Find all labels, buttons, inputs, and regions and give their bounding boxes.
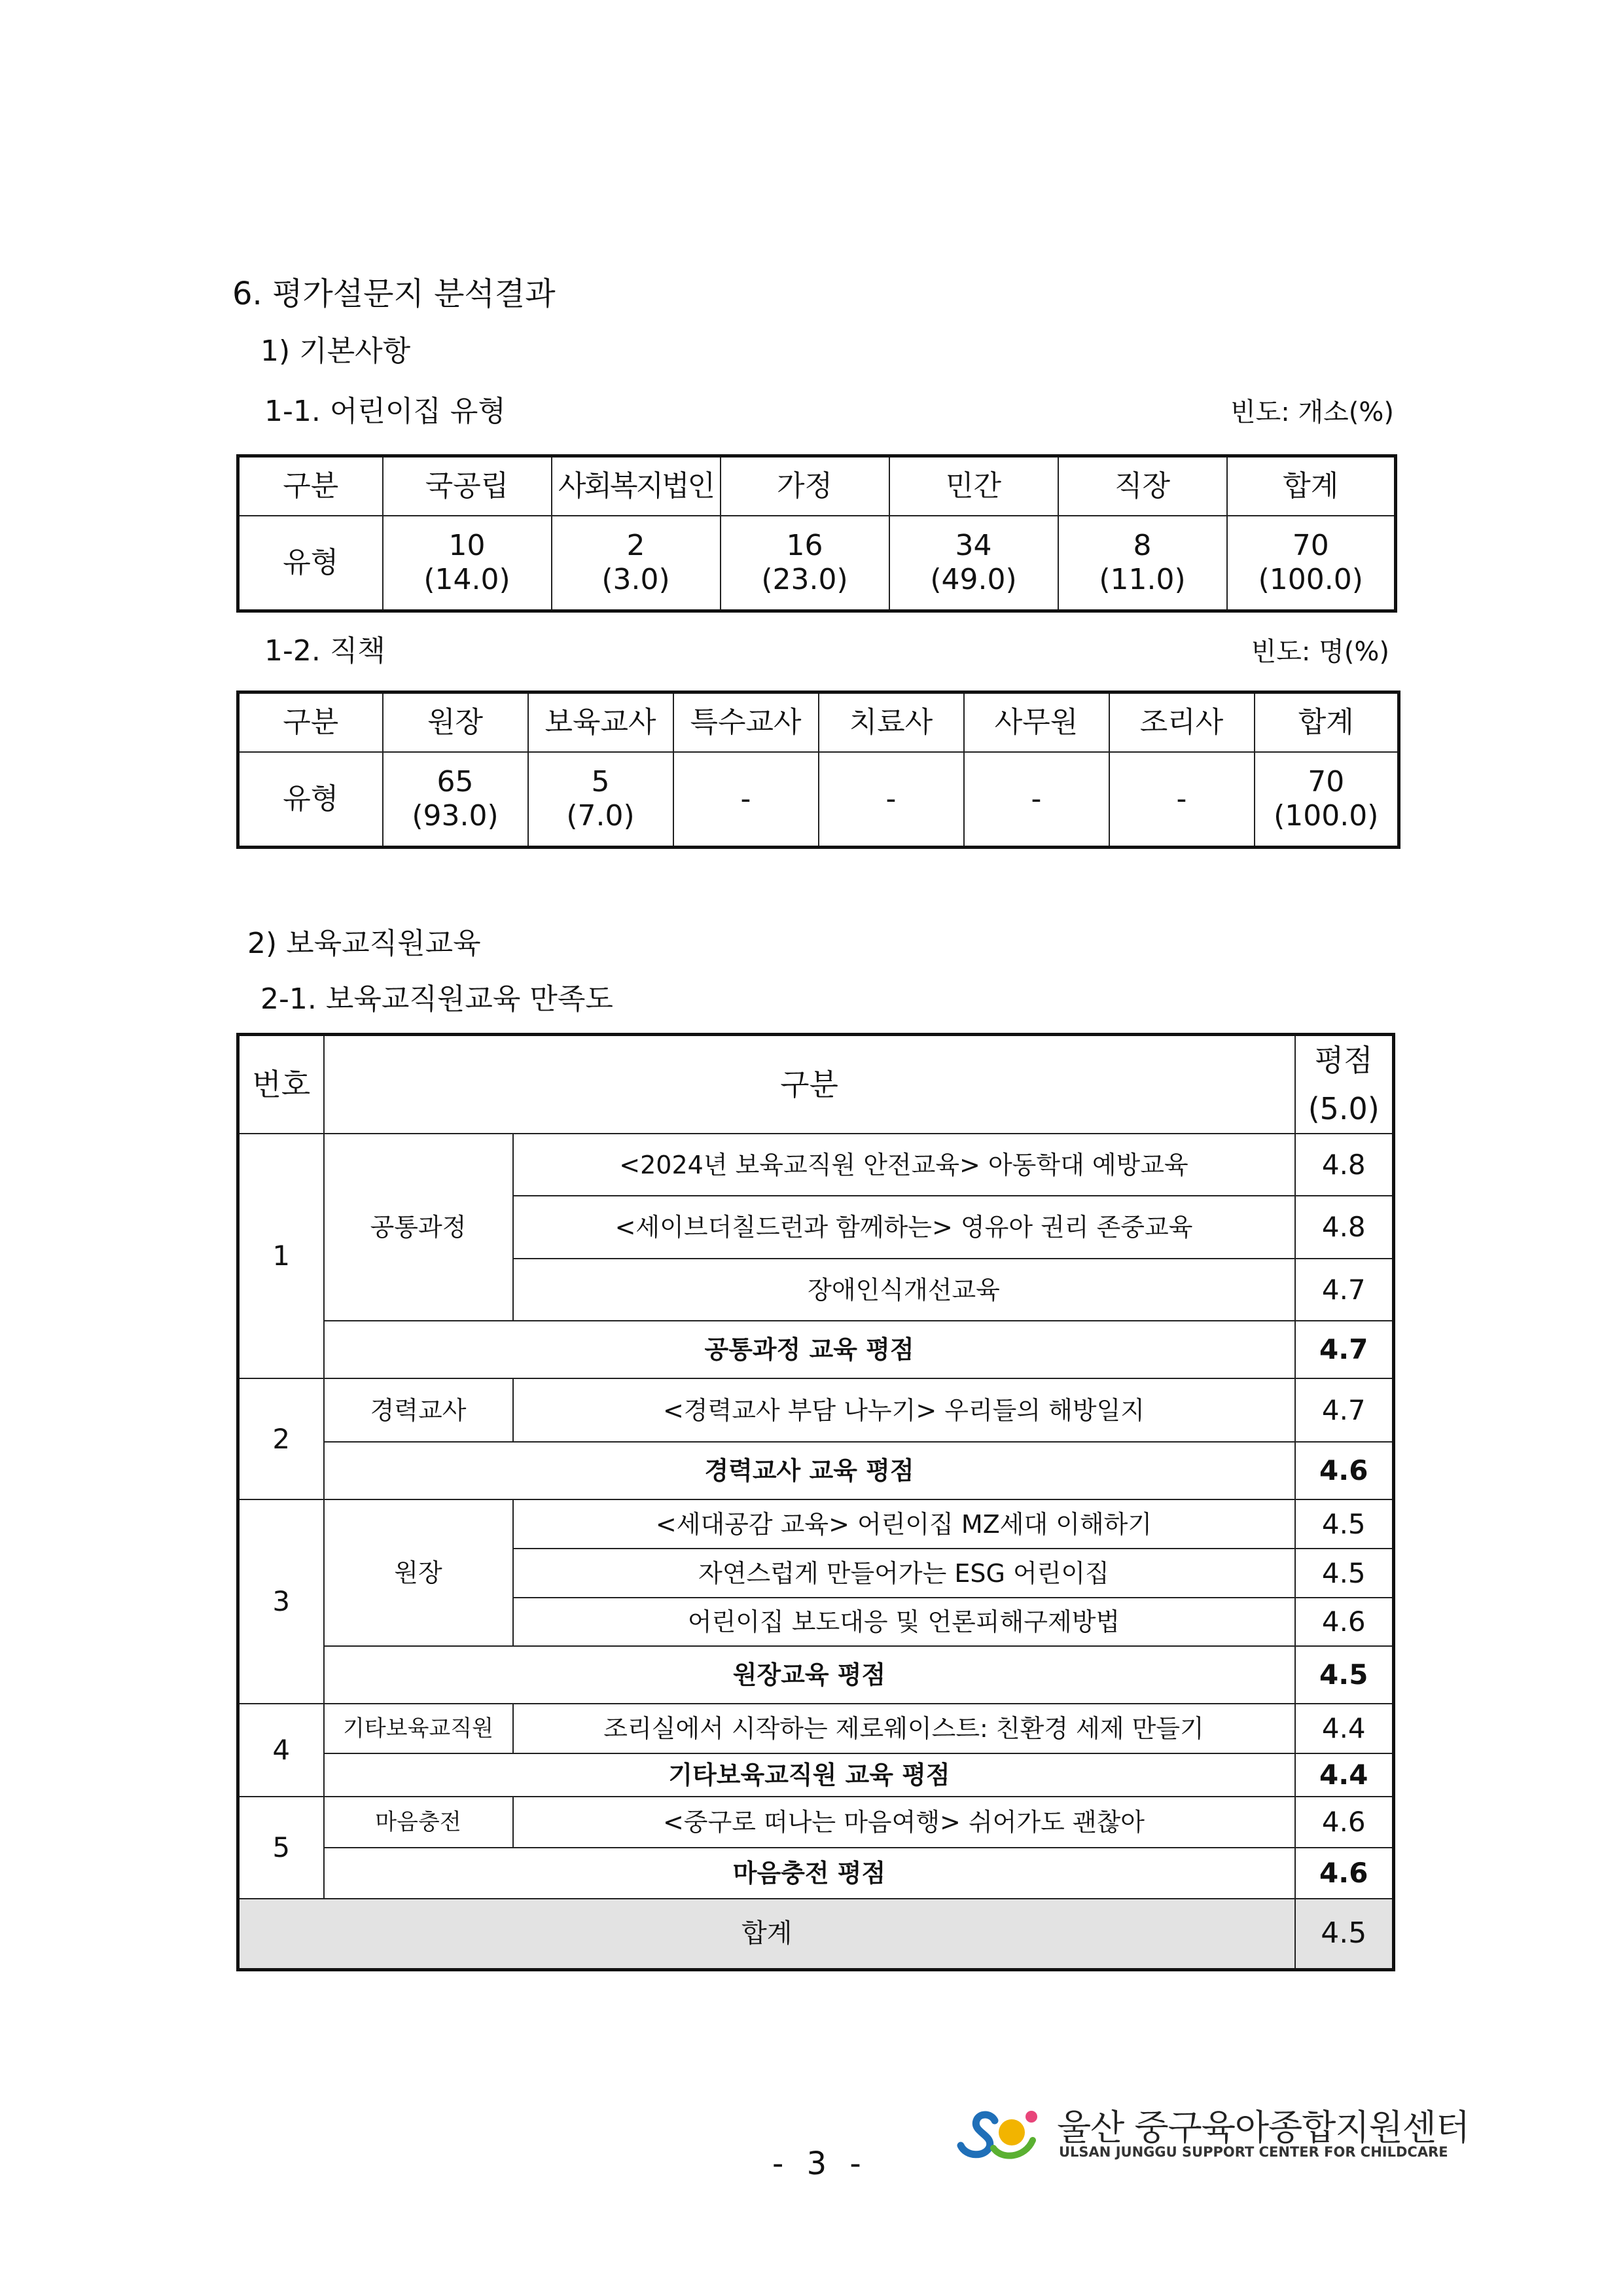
table-header-row	[238, 1035, 1394, 1134]
subtotal-label: 경력교사 교육 평점	[324, 1442, 1295, 1499]
course-score: 4.7	[1295, 1259, 1394, 1321]
position-table-unit: 빈도: 명(%)	[1251, 637, 1389, 667]
table-row	[238, 1704, 1394, 1753]
center-logo-subtitle: ULSAN JUNGGU SUPPORT CENTER FOR CHILDCARE	[1059, 2144, 1448, 2160]
section-title: 6. 평가설문지 분석결과	[232, 276, 556, 312]
course-title: <2024년 보육교직원 안전교육> 아동학대 예방교육	[513, 1134, 1295, 1196]
subtotal-label: 원장교육 평점	[324, 1646, 1295, 1704]
basic-heading: 1) 기본사항	[260, 334, 411, 368]
table-row	[238, 1499, 1394, 1549]
header-cell: 직장	[1058, 456, 1227, 516]
header-cell: 구분	[238, 692, 383, 753]
subtotal-label: 기타보육교직원 교육 평점	[324, 1753, 1295, 1797]
data-cell: 70 (100.0)	[1255, 752, 1399, 848]
data-cell: 10 (14.0)	[383, 516, 552, 611]
group-no: 5	[238, 1797, 324, 1899]
data-cell: -	[964, 752, 1109, 848]
header-cell: 합계	[1255, 692, 1399, 753]
header-cell: 민간	[889, 456, 1058, 516]
position-table	[236, 691, 1400, 849]
header-cell: 사회복지법인	[552, 456, 721, 516]
center-logo	[942, 2094, 1470, 2166]
row-label: 유형	[238, 516, 383, 611]
table-header-row	[238, 692, 1399, 753]
header-no: 번호	[238, 1035, 324, 1134]
type-table	[236, 454, 1397, 613]
table-row	[238, 1378, 1394, 1442]
header-category: 구분	[324, 1035, 1295, 1134]
data-cell: -	[673, 752, 819, 848]
subtotal-row	[238, 1646, 1394, 1704]
course-score: 4.4	[1295, 1704, 1394, 1753]
subtotal-score: 4.6	[1295, 1848, 1394, 1899]
header-cell: 구분	[238, 456, 383, 516]
row-label: 유형	[238, 752, 383, 848]
header-cell: 합계	[1227, 456, 1396, 516]
course-title: 조리실에서 시작하는 제로웨이스트: 친환경 세제 만들기	[513, 1704, 1295, 1753]
course-score: 4.8	[1295, 1134, 1394, 1196]
data-cell: -	[819, 752, 964, 848]
table-header-row	[238, 456, 1396, 516]
type-table-heading: 1-1. 어린이집 유형	[264, 395, 506, 428]
table-row	[238, 1134, 1394, 1196]
course-title: <중구로 떠나는 마음여행> 쉬어가도 괜찮아	[513, 1797, 1295, 1848]
course-name: 경력교사	[324, 1378, 513, 1442]
data-cell: 8 (11.0)	[1058, 516, 1227, 611]
course-score: 4.5	[1295, 1549, 1394, 1598]
training-heading: 2) 보육교직원교육	[247, 927, 481, 960]
data-cell: 2 (3.0)	[552, 516, 721, 611]
course-score: 4.8	[1295, 1196, 1394, 1259]
group-no: 2	[238, 1378, 324, 1499]
header-cell: 원장	[383, 692, 528, 753]
header-cell: 특수교사	[673, 692, 819, 753]
course-name: 마음충전	[324, 1797, 513, 1848]
type-table-unit: 빈도: 개소(%)	[1230, 397, 1394, 427]
data-cell: -	[1109, 752, 1255, 848]
data-cell: 65 (93.0)	[383, 752, 528, 848]
subtotal-label: 공통과정 교육 평점	[324, 1321, 1295, 1378]
logo-yellow-dot	[999, 2119, 1025, 2145]
logo-blue-swoosh	[961, 2115, 995, 2155]
course-title: <세이브더칠드런과 함께하는> 영유아 권리 존중교육	[513, 1196, 1295, 1259]
subtotal-row	[238, 1442, 1394, 1499]
total-score: 4.5	[1295, 1899, 1394, 1969]
subtotal-score: 4.5	[1295, 1646, 1394, 1704]
header-cell: 보육교사	[528, 692, 673, 753]
course-score: 4.6	[1295, 1598, 1394, 1646]
subtotal-score: 4.4	[1295, 1753, 1394, 1797]
subtotal-row	[238, 1848, 1394, 1899]
course-title: <경력교사 부담 나누기> 우리들의 해방일지	[513, 1378, 1295, 1442]
satisfaction-table	[236, 1033, 1395, 1971]
header-cell: 사무원	[964, 692, 1109, 753]
header-score: 평점 (5.0)	[1295, 1035, 1394, 1134]
data-cell: 16 (23.0)	[721, 516, 889, 611]
group-no: 1	[238, 1134, 324, 1378]
subtotal-label: 마음충전 평점	[324, 1848, 1295, 1899]
data-cell: 34 (49.0)	[889, 516, 1058, 611]
course-title: 장애인식개선교육	[513, 1259, 1295, 1321]
table-row	[238, 1797, 1394, 1848]
group-no: 3	[238, 1499, 324, 1704]
logo-pink-dot	[1026, 2111, 1037, 2123]
header-cell: 치료사	[819, 692, 964, 753]
group-no: 4	[238, 1704, 324, 1797]
course-name: 원장	[324, 1499, 513, 1646]
subtotal-score: 4.6	[1295, 1442, 1394, 1499]
table-row	[238, 516, 1396, 611]
position-table-heading: 1-2. 직책	[264, 634, 385, 668]
header-cell: 조리사	[1109, 692, 1255, 753]
course-score: 4.7	[1295, 1378, 1394, 1442]
course-title: 자연스럽게 만들어가는 ESG 어린이집	[513, 1549, 1295, 1598]
subtotal-row	[238, 1321, 1394, 1378]
center-logo-mark	[954, 2094, 1046, 2166]
course-score: 4.5	[1295, 1499, 1394, 1549]
data-cell: 70 (100.0)	[1227, 516, 1396, 611]
header-cell: 가정	[721, 456, 889, 516]
total-row	[238, 1899, 1394, 1969]
center-logo-title: 울산 중구육아종합지원센터	[1057, 2107, 1470, 2148]
course-title: <세대공감 교육> 어린이집 MZ세대 이해하기	[513, 1499, 1295, 1549]
course-name: 공통과정	[324, 1134, 513, 1321]
table-row	[238, 752, 1399, 848]
page-number: - 3 -	[772, 2145, 868, 2182]
course-title: 어린이집 보도대응 및 언론피해구제방법	[513, 1598, 1295, 1646]
satisfaction-heading: 2-1. 보육교직원교육 만족도	[260, 982, 613, 1016]
course-score: 4.6	[1295, 1797, 1394, 1848]
data-cell: 5 (7.0)	[528, 752, 673, 848]
header-cell: 국공립	[383, 456, 552, 516]
subtotal-score: 4.7	[1295, 1321, 1394, 1378]
subtotal-row	[238, 1753, 1394, 1797]
total-label: 합계	[238, 1899, 1295, 1969]
course-name: 기타보육교직원	[324, 1704, 513, 1753]
